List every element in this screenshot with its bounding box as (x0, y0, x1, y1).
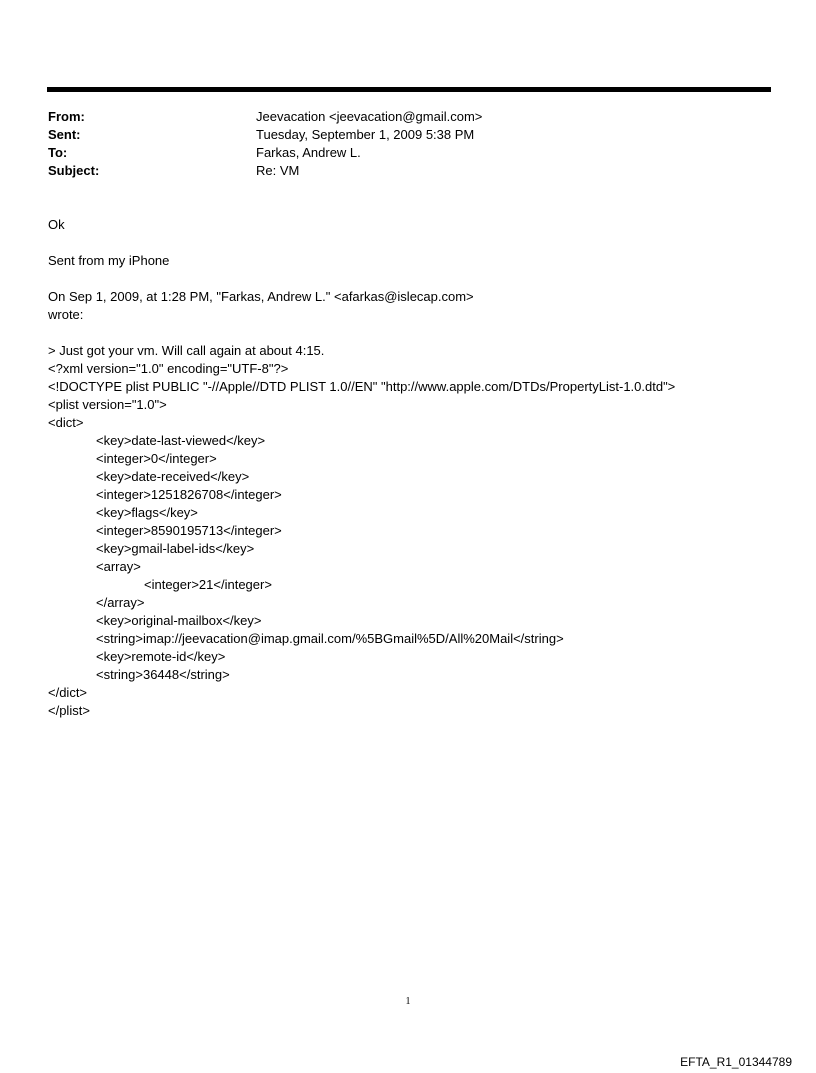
doctype-line: <!DOCTYPE plist PUBLIC "-//Apple//DTD PLIST 1.0//EN" "http://www.apple.com/DTDs/PropertyList-1.0.dtd"> (48, 379, 676, 394)
sent-value: Tuesday, September 1, 2009 5:38 PM (256, 127, 475, 142)
dict-open-line: <dict> (48, 415, 84, 430)
quote-intro-line-1: On Sep 1, 2009, at 1:28 PM, "Farkas, Andrew L." <afarkas@islecap.com> (48, 289, 474, 304)
code-line: <string>imap://jeevacation@imap.gmail.com/%5BGmail%5D/All%20Mail</string> (96, 631, 564, 646)
to-value: Farkas, Andrew L. (256, 145, 361, 160)
code-line: <key>flags</key> (96, 505, 198, 520)
subject-row (48, 162, 482, 180)
code-line: <key>original-mailbox</key> (96, 613, 262, 628)
page-number: 1 (405, 996, 411, 1007)
code-line: </array> (96, 595, 145, 610)
from-value: Jeevacation <jeevacation@gmail.com> (256, 109, 483, 124)
code-line: <integer>8590195713</integer> (96, 523, 282, 538)
code-line: <key>date-received</key> (96, 469, 250, 484)
to-label: To: (48, 145, 68, 160)
code-line: <key>gmail-label-ids</key> (96, 541, 255, 556)
sent-label: Sent: (48, 127, 81, 142)
reply-text: Ok (48, 217, 65, 232)
bates-number: EFTA_R1_01344789 (680, 1055, 792, 1069)
code-line: <integer>21</integer> (144, 577, 272, 592)
to-row (48, 144, 482, 162)
quoted-message-line: > Just got your vm. Will call again at about 4:15. (48, 343, 325, 358)
code-line: <array> (96, 559, 141, 574)
subject-value: Re: VM (256, 163, 300, 178)
from-row (48, 108, 482, 126)
sent-row (48, 126, 482, 144)
signature-text: Sent from my iPhone (48, 253, 170, 268)
dict-close-line: </dict> (48, 685, 88, 700)
quote-intro (48, 288, 474, 324)
code-line: <string>36448</string> (96, 667, 230, 682)
code-line: <integer>0</integer> (96, 451, 217, 466)
xml-declaration-line: <?xml version="1.0" encoding="UTF-8"?> (48, 361, 289, 376)
header-divider-rule (47, 87, 771, 92)
plist-open-line: <plist version="1.0"> (48, 397, 167, 412)
plist-code-block (48, 342, 675, 720)
email-header-block (48, 108, 482, 180)
plist-close-line: </plist> (48, 703, 90, 718)
code-line: <key>date-last-viewed</key> (96, 433, 266, 448)
from-label: From: (48, 109, 85, 124)
subject-label: Subject: (48, 163, 100, 178)
quote-intro-line-2: wrote: (48, 307, 84, 322)
code-line: <key>remote-id</key> (96, 649, 226, 664)
code-line: <integer>1251826708</integer> (96, 487, 282, 502)
